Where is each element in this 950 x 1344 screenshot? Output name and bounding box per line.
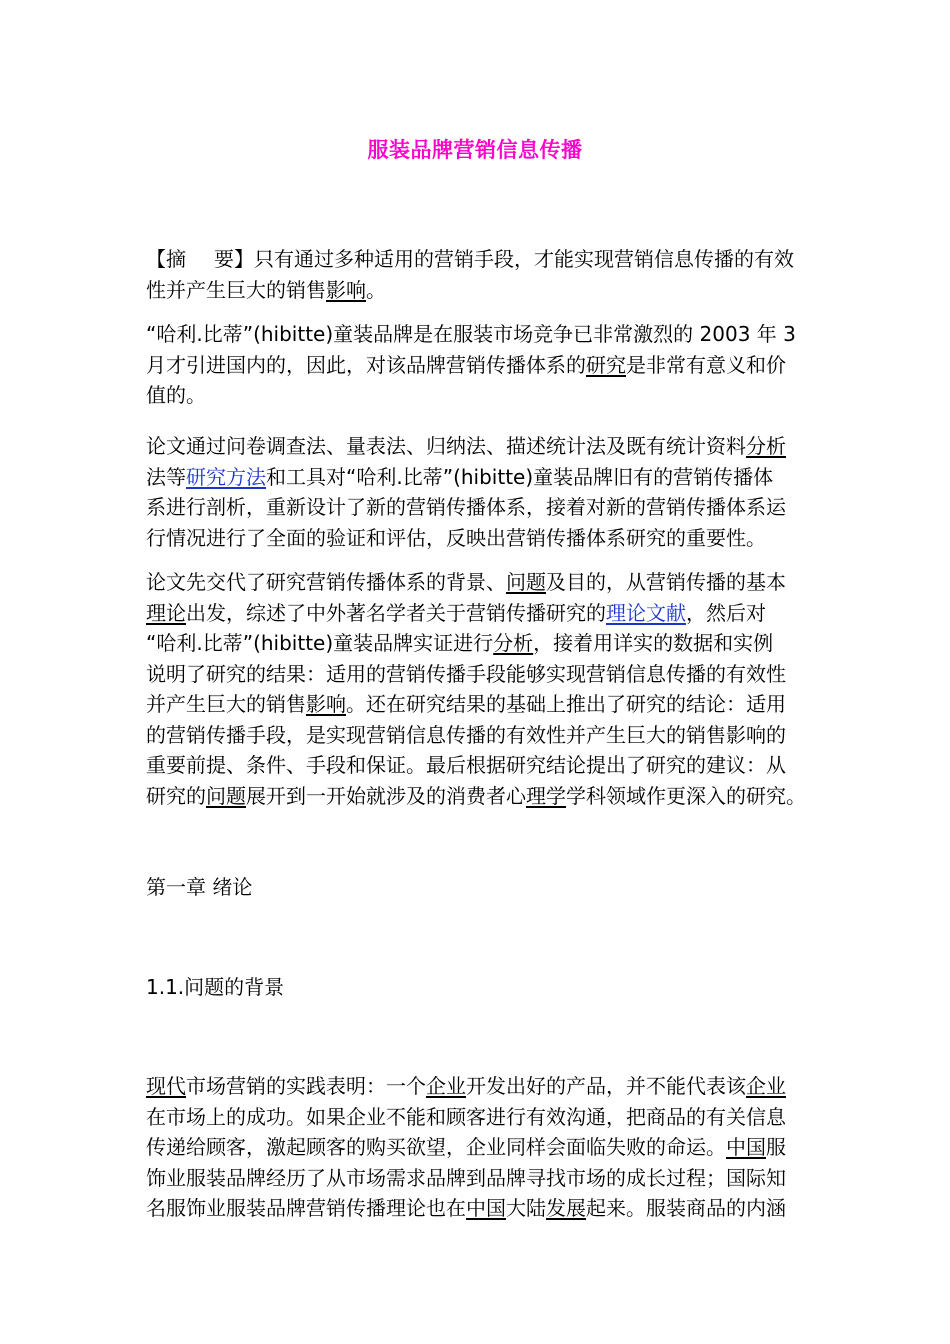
chapter-heading: 第一章 绪论 bbox=[146, 875, 253, 899]
text-line: 行情况进行了全面的验证和评估，反映出营销传播体系研究的重要性。 bbox=[146, 525, 766, 550]
paragraph-4 bbox=[146, 1071, 871, 1224]
text-run: 论文通过问卷调查法、量表法、归纳法、描述统计法及既有统计资料 bbox=[146, 434, 746, 458]
text-run: 市场营销的实践表明：一个 bbox=[186, 1074, 426, 1098]
text-run: 。 bbox=[366, 277, 386, 302]
underlined-term: 分析 bbox=[493, 631, 534, 655]
text-run: ，然后对 bbox=[686, 600, 766, 625]
abstract-text: 只有通过多种适用的营销手段，才能实现营销信息传播的有效 bbox=[254, 247, 794, 271]
theory-literature-link[interactable]: 理论文献 bbox=[606, 600, 686, 625]
text-run: 性并产生巨大的销售 bbox=[146, 277, 326, 302]
text-run: 及目的，从营销传播的基本 bbox=[546, 570, 786, 594]
text-line bbox=[146, 781, 871, 812]
underlined-term: 现代 bbox=[146, 1074, 186, 1098]
abstract-line-2 bbox=[146, 275, 871, 306]
text-run: 开发出好的产品，并不能代表该 bbox=[466, 1074, 746, 1098]
underlined-term: 影响 bbox=[326, 277, 366, 302]
text-line: “哈利.比蒂”(hibitte)童装品牌是在服装市场竞争已非常激烈的 2003 年 3 bbox=[146, 322, 796, 346]
abstract-line-1 bbox=[146, 244, 871, 275]
text-run: 法等 bbox=[146, 464, 186, 489]
text-line bbox=[146, 1071, 871, 1102]
text-run: 论文先交代了研究营销传播体系的背景、 bbox=[146, 570, 506, 594]
document-title: 服装品牌营销信息传播 bbox=[367, 138, 583, 162]
text-run: 学科领域作更深入的研究。 bbox=[566, 783, 806, 808]
text-line: 说明了研究的结果：适用的营销传播手段能够实现营销信息传播的有效性 bbox=[146, 661, 786, 686]
underlined-term: 中国 bbox=[466, 1196, 506, 1220]
text-run: 大陆 bbox=[506, 1196, 546, 1220]
underlined-term: 理学 bbox=[526, 783, 566, 808]
text-run: 出发，综述了中外著名学者关于营销传播研究的 bbox=[186, 600, 606, 625]
text-line: 值的。 bbox=[146, 383, 206, 407]
paragraph-1 bbox=[146, 319, 871, 411]
underlined-term: 企业 bbox=[426, 1074, 466, 1098]
text-run: 起来。服装商品的内涵 bbox=[586, 1196, 786, 1220]
underlined-term: 中国 bbox=[726, 1135, 766, 1159]
text-line bbox=[146, 1132, 871, 1163]
text-line bbox=[146, 431, 871, 462]
text-line: 重要前提、条件、手段和保证。最后根据研究结论提出了研究的建议：从 bbox=[146, 753, 786, 777]
text-run: 月才引进国内的，因此，对该品牌营销传播体系的 bbox=[146, 352, 586, 377]
text-line: 系进行剖析，重新设计了新的营销传播体系，接着对新的营销传播体系运 bbox=[146, 495, 786, 519]
underlined-term: 发展 bbox=[546, 1196, 586, 1220]
text-run: 展开到一开始就涉及的消费者心 bbox=[246, 783, 526, 808]
text-run: 服 bbox=[766, 1135, 786, 1159]
underlined-term: 研究 bbox=[586, 352, 626, 377]
abstract-label-close: 要】 bbox=[214, 247, 254, 271]
text-line: 饰业服装品牌经历了从市场需求品牌到品牌寻找市场的成长过程；国际知 bbox=[146, 1165, 786, 1190]
underlined-term: 分析 bbox=[746, 434, 786, 458]
underlined-term: 问题 bbox=[206, 783, 246, 808]
text-run: 研究的 bbox=[146, 783, 206, 808]
abstract-label-open: 【摘 bbox=[146, 247, 186, 271]
text-line bbox=[146, 1193, 871, 1224]
text-line bbox=[146, 689, 871, 720]
text-line: 在市场上的成功。如果企业不能和顾客进行有效沟通，把商品的有关信息 bbox=[146, 1104, 786, 1129]
research-methods-link[interactable]: 研究方法 bbox=[186, 464, 266, 489]
text-run: ，接着用详实的数据和实例 bbox=[533, 631, 774, 655]
text-line bbox=[146, 567, 871, 598]
text-run: 并产生巨大的销售 bbox=[146, 692, 306, 716]
text-line bbox=[146, 462, 871, 493]
paragraph-3 bbox=[146, 567, 871, 811]
text-line bbox=[146, 350, 871, 381]
text-line: 的营销传播手段，是实现营销信息传播的有效性并产生巨大的销售影响的 bbox=[146, 722, 786, 747]
underlined-term: 理论 bbox=[146, 600, 186, 625]
section-heading: 1.1.问题的背景 bbox=[146, 975, 285, 999]
text-run: 。还在研究结果的基础上推出了研究的结论：适用 bbox=[346, 692, 786, 716]
abstract-paragraph bbox=[146, 244, 871, 305]
paragraph-2 bbox=[146, 431, 871, 553]
underlined-term: 影响 bbox=[306, 692, 346, 716]
text-run: 名服饰业服装品牌营销传播理论也在 bbox=[146, 1196, 466, 1220]
text-run: 和工具对“哈利.比蒂”(hibitte)童装品牌旧有的营销传播体 bbox=[266, 464, 774, 489]
text-run: 传递给顾客，激起顾客的购买欲望，企业同样会面临失败的命运。 bbox=[146, 1135, 726, 1159]
underlined-term: 问题 bbox=[506, 570, 546, 594]
underlined-term: 企业 bbox=[746, 1074, 786, 1098]
text-run: 是非常有意义和价 bbox=[626, 352, 786, 377]
text-run: “哈利.比蒂”(hibitte)童装品牌实证进行 bbox=[146, 631, 494, 655]
text-line bbox=[146, 628, 871, 659]
text-line bbox=[146, 598, 871, 629]
